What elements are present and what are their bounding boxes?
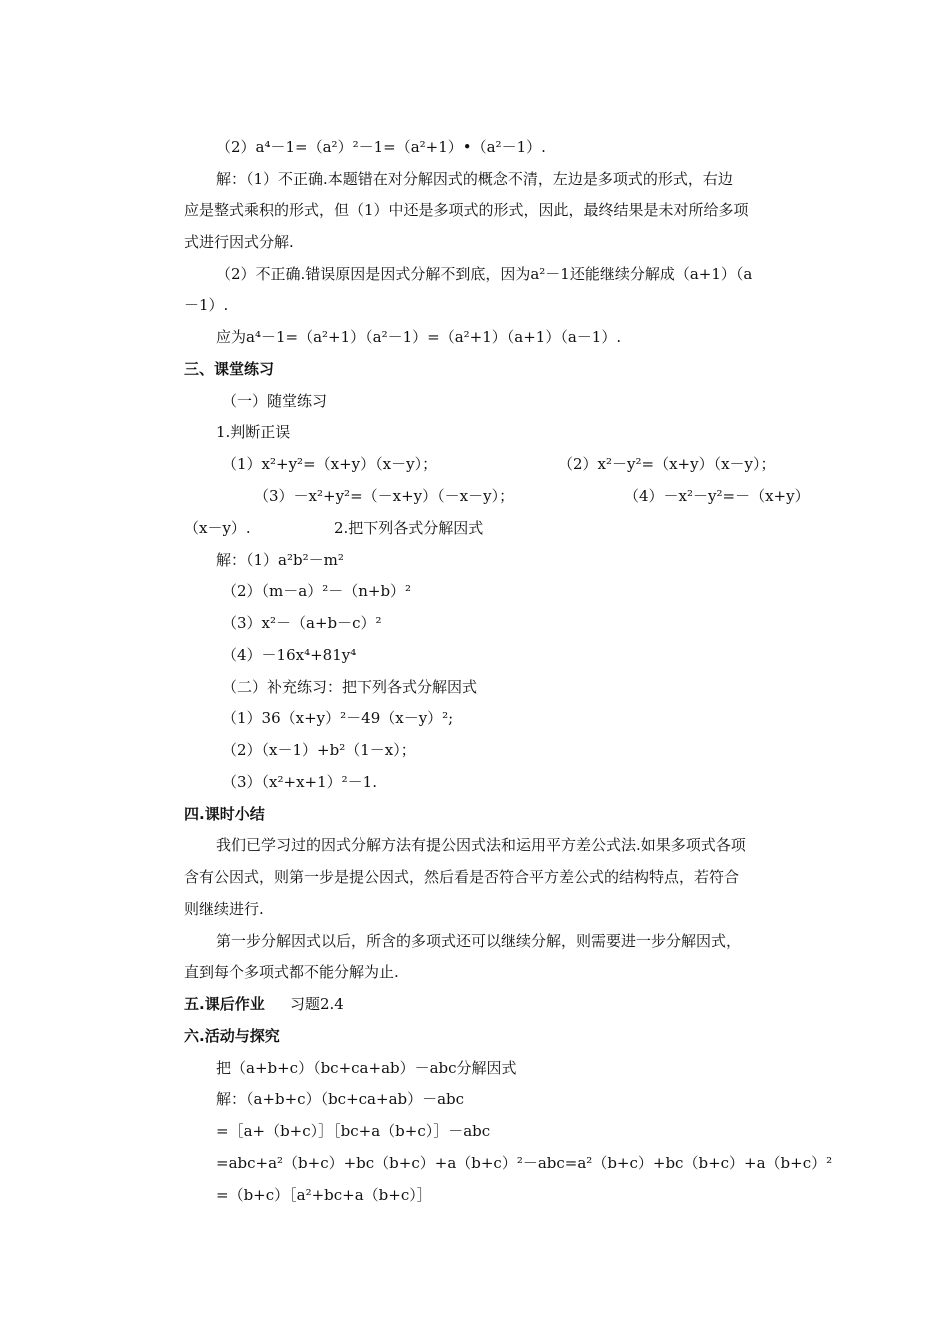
text-line: 1.判断正误 xyxy=(216,423,291,441)
exercise-item: （3）x²－（a+b－c）² xyxy=(222,614,382,632)
exercise-item: （3）（x²+x+1）²－1. xyxy=(222,773,377,791)
exercise-item: （3）－x²+y²=（－x+y）（－x－y）； xyxy=(254,487,515,505)
text-line: －1）. xyxy=(184,296,229,314)
exercise-item: （4）－x²－y²=－（x+y） xyxy=(624,487,810,505)
text-line: 式进行因式分解. xyxy=(184,233,294,251)
text-line: （2）a⁴－1=（a²）²－1=（a²+1）•（a²－1）. xyxy=(216,138,546,156)
solution-line: =（b+c）［a²+bc+a（b+c）］ xyxy=(216,1186,432,1204)
text-line: （一）随堂练习 xyxy=(222,392,328,410)
solution-line: =［a+（b+c）］［bc+a（b+c）］－abc xyxy=(216,1122,491,1140)
text-line: 解：（1）不正确.本题错在对分解因式的概念不清，左边是多项式的形式，右边 xyxy=(216,170,733,188)
text-line: 我们已学习过的因式分解方法有提公因式法和运用平方差公式法.如果多项式各项 xyxy=(216,836,746,854)
text-line: 2.把下列各式分解因式 xyxy=(334,519,484,537)
solution-line: =abc+a²（b+c）+bc（b+c）+a（b+c）²－abc=a²（b+c）+bc（b+c）+a（b+c）² xyxy=(216,1154,833,1172)
exercise-item: （1）x²+y²=（x+y）（x－y）； xyxy=(222,455,438,473)
solution-line: 解：（a+b+c）（bc+ca+ab）－abc xyxy=(216,1090,465,1108)
exercise-item: （4）－16x⁴+81y⁴ xyxy=(222,646,357,664)
section-heading-3: 三、课堂练习 xyxy=(184,360,275,378)
section-heading-6: 六.活动与探究 xyxy=(184,1027,280,1045)
exercise-item: 解：（1）a²b²－m² xyxy=(216,551,344,569)
section-heading-4: 四.课时小结 xyxy=(184,805,265,823)
text-line: 含有公因式，则第一步是提公因式，然后看是否符合平方差公式的结构特点，若符合 xyxy=(184,868,740,886)
exercise-item: （2）（m－a）²－（n+b）² xyxy=(222,582,412,600)
section-heading-5: 五.课后作业 xyxy=(184,995,265,1013)
text-line: （2）不正确.错误原因是因式分解不到底，因为a²－1还能继续分解成（a+1）（a xyxy=(216,265,753,283)
text-line: 应为a⁴－1=（a²+1）（a²－1）=（a²+1）（a+1）（a－1）. xyxy=(216,328,622,346)
text-line: 把（a+b+c）（bc+ca+ab）－abc分解因式 xyxy=(216,1059,517,1077)
exercise-item: （x－y）. xyxy=(184,519,251,537)
text-line: 直到每个多项式都不能分解为止. xyxy=(184,963,399,981)
exercise-item: （2）（x－1）+b²（1－x）； xyxy=(222,741,416,759)
exercise-item: （2）x²－y²=（x+y）（x－y）； xyxy=(558,455,776,473)
text-line: 应是整式乘积的形式，但（1）中还是多项式的形式，因此，最终结果是未对所给多项 xyxy=(184,201,749,219)
text-line: 则继续进行. xyxy=(184,900,264,918)
text-line: 第一步分解因式以后，所含的多项式还可以继续分解，则需要进一步分解因式， xyxy=(216,932,742,950)
exercise-item: （1）36（x+y）²－49（x－y）²; xyxy=(222,709,454,727)
homework-ref: 习题2.4 xyxy=(290,995,344,1013)
text-line: （二）补充练习：把下列各式分解因式 xyxy=(222,678,478,696)
